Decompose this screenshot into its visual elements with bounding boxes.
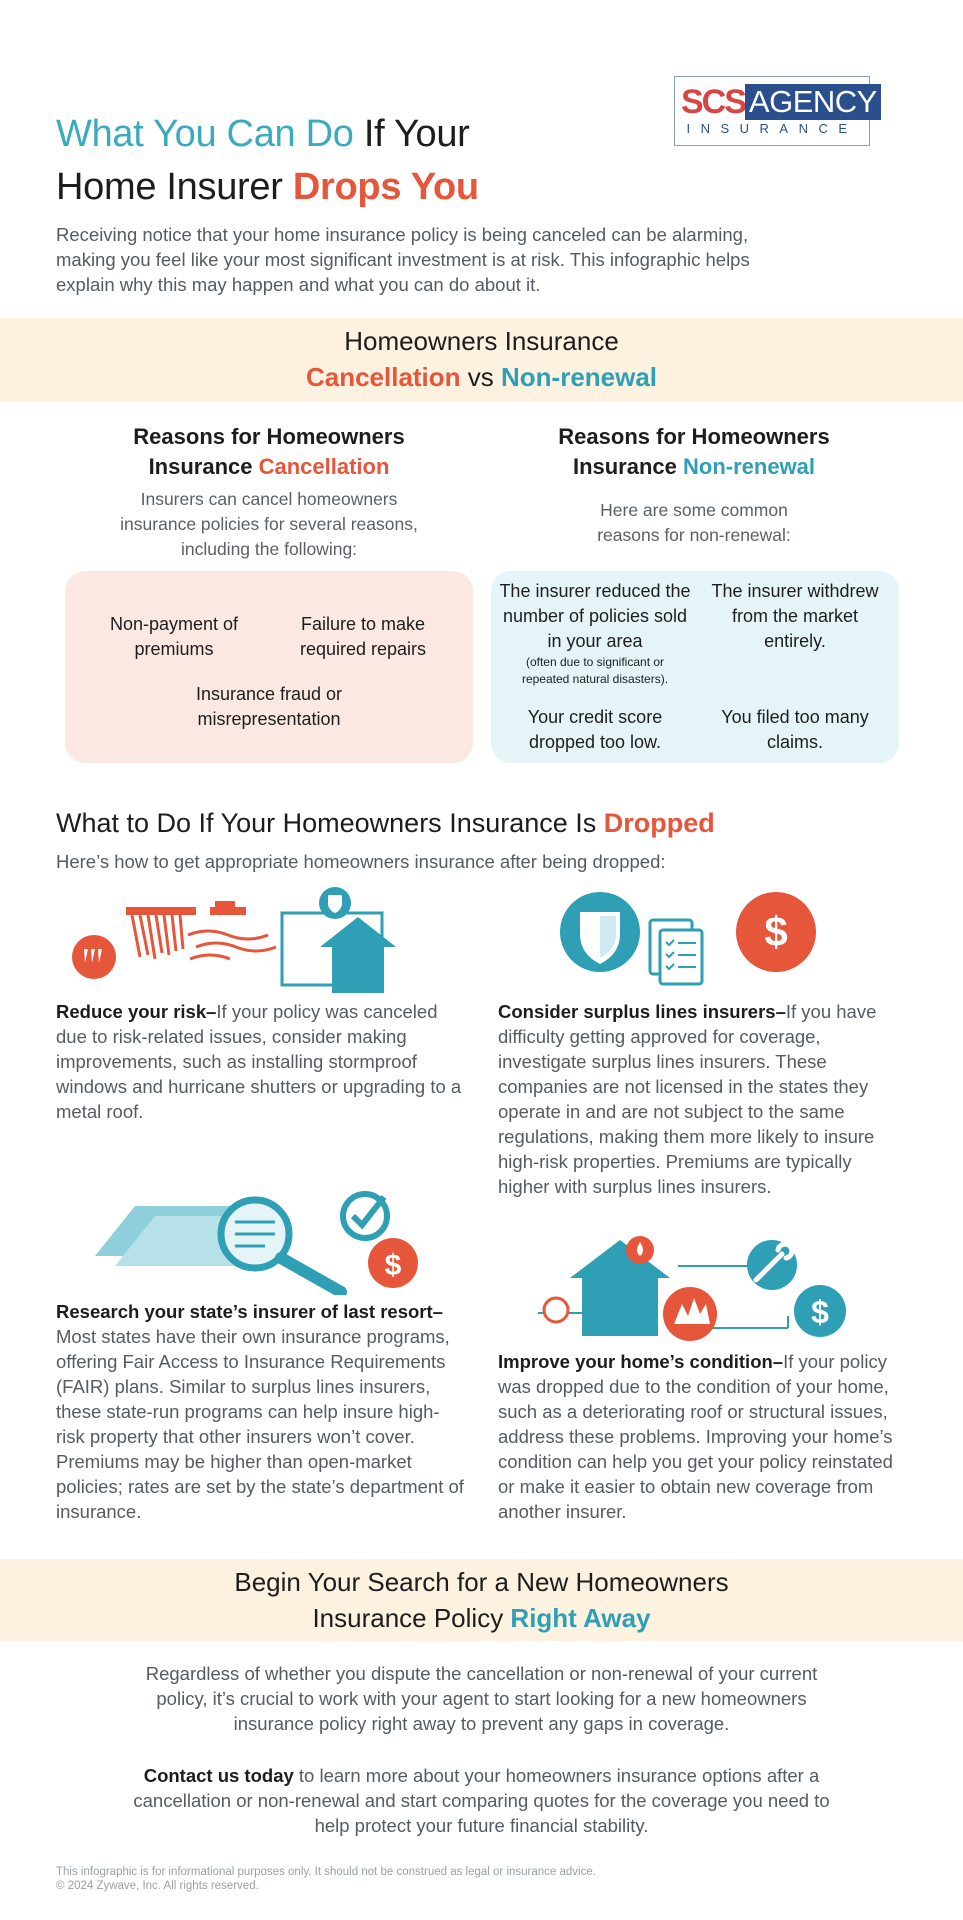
comparison-title-line1: Homeowners Insurance bbox=[344, 326, 619, 356]
wind-lines-icon bbox=[188, 931, 276, 959]
cancellation-heading: Reasons for Homeowners Insurance Cancellation bbox=[133, 424, 405, 479]
svg-text:$: $ bbox=[384, 1249, 402, 1282]
tip-insurer-last-resort: Research your state’s insurer of last resort–Most states have their own insurance programs, offering Fair Access to Insurance Requirements (FAIR) plans. Similar to surplus lines insurers, these state-run programs can help insure high-risk property that other insurers won’t cover. Premiums may be higher than open-market policies; rates are set by the state’s department of insurance. bbox=[56, 1301, 464, 1522]
intro-text: Receiving notice that your home insurance policy is being canceled can be alarming, making you feel like your most significant investment is at risk. This infographic helps explain why this may happen and what you can do about it. bbox=[56, 224, 750, 295]
logo-scs: SCS bbox=[681, 83, 745, 121]
footer-disclaimer: This infographic is for informational purposes only. It should not be construed as legal or insurance advice. © 2024 Zywave, Inc. All rights reserved. bbox=[56, 1866, 596, 1892]
nonrenewal-heading: Reasons for Homeowners Insurance Non-renewal bbox=[558, 424, 830, 479]
wind-icon bbox=[72, 935, 116, 979]
nonrenewal-intro: Here are some common reasons for non-renewal: bbox=[597, 500, 791, 545]
tip-surplus-lines: Consider surplus lines insurers–If you have difficulty getting approved for coverage, investigate surplus lines insurers. These companies are not licensed in the states they operate in and are not subject to the same regulations, making them more likely to insure high-risk properties. Premiums are typically higher with surplus lines insurers. bbox=[498, 1001, 877, 1197]
contact-cta: Contact us today to learn more about your homeowners insurance options after a cancellation or non-renewal and start comparing quotes for the coverage you need to help protect your future financial stability. bbox=[133, 1765, 830, 1836]
comparison-band bbox=[0, 318, 963, 402]
begin-search-band bbox=[0, 1559, 963, 1641]
closing-paragraph: Regardless of whether you dispute the cancellation or non-renewal of your current policy, it’s crucial to work with your agent to start looking for a new homeowners insurance policy right away to prevent any gaps in coverage. bbox=[145, 1663, 818, 1734]
tip-reduce-risk: Reduce your risk–If your policy was canceled due to risk-related issues, consider making improvements, such as installing stormproof windows and hurricane shutters or upgrading to a metal roof. bbox=[56, 1001, 462, 1122]
tip-improve-home: Improve your home’s condition–If your policy was dropped due to the condition of your home, such as a deteriorating roof or structural issues, address these problems. Improving your home’s condition can help you get your policy reinstated or make it easier to obtain new coverage from another insurer. bbox=[498, 1351, 893, 1522]
svg-text:$: $ bbox=[811, 1294, 829, 1330]
nonrenewal-reasons-box bbox=[491, 571, 899, 763]
documents-icon bbox=[650, 920, 702, 984]
begin-title-line2: Insurance Policy Right Away bbox=[312, 1603, 651, 1633]
dropped-heading: What to Do If Your Homeowners Insurance Is Dropped bbox=[56, 808, 715, 838]
begin-title-line1: Begin Your Search for a New Homeowners bbox=[234, 1567, 729, 1597]
house-icon-2 bbox=[570, 1236, 670, 1336]
page-title: What You Can Do If Your Home Insurer Drops You bbox=[56, 113, 479, 208]
reason-fraud: Insurance fraud or misrepresentation bbox=[195, 684, 343, 729]
cancellation-reasons-box bbox=[65, 571, 473, 763]
reason-nonpayment: Non-payment of premiums bbox=[109, 614, 239, 659]
agency-logo bbox=[674, 76, 877, 146]
magnifier-icon bbox=[221, 1200, 341, 1292]
comparison-title-line2: Cancellation vs Non-renewal bbox=[305, 362, 658, 392]
checkmark-icon bbox=[343, 1194, 387, 1238]
person-icon bbox=[544, 1298, 568, 1322]
logo-insurance: INSURANCE bbox=[686, 121, 858, 136]
reason-withdrew: The insurer withdrew from the market entirely. bbox=[711, 581, 879, 651]
house-icon bbox=[282, 887, 396, 993]
storm-house-illustration bbox=[70, 885, 420, 1000]
magnifier-illustration bbox=[95, 1180, 435, 1295]
reason-reduced-policies: The insurer reduced the number of policies sold in your area (often due to significant or repeated natural disasters). bbox=[499, 581, 691, 686]
svg-text:$: $ bbox=[764, 908, 788, 955]
logo-agency: AGENCY bbox=[745, 84, 881, 120]
reason-too-many-claims: You filed too many claims. bbox=[721, 707, 869, 752]
reason-credit-score: Your credit score dropped too low. bbox=[527, 707, 663, 752]
reason-failure-repairs: Failure to make required repairs bbox=[299, 614, 427, 659]
home-repair-illustration bbox=[538, 1228, 848, 1346]
dropped-intro: Here’s how to get appropriate homeowners insurance after being dropped: bbox=[56, 851, 666, 872]
surplus-lines-illustration bbox=[560, 890, 830, 990]
rain-icon bbox=[126, 901, 246, 959]
cancellation-intro: Insurers can cancel homeowners insurance policies for several reasons, including the following: bbox=[120, 489, 418, 559]
